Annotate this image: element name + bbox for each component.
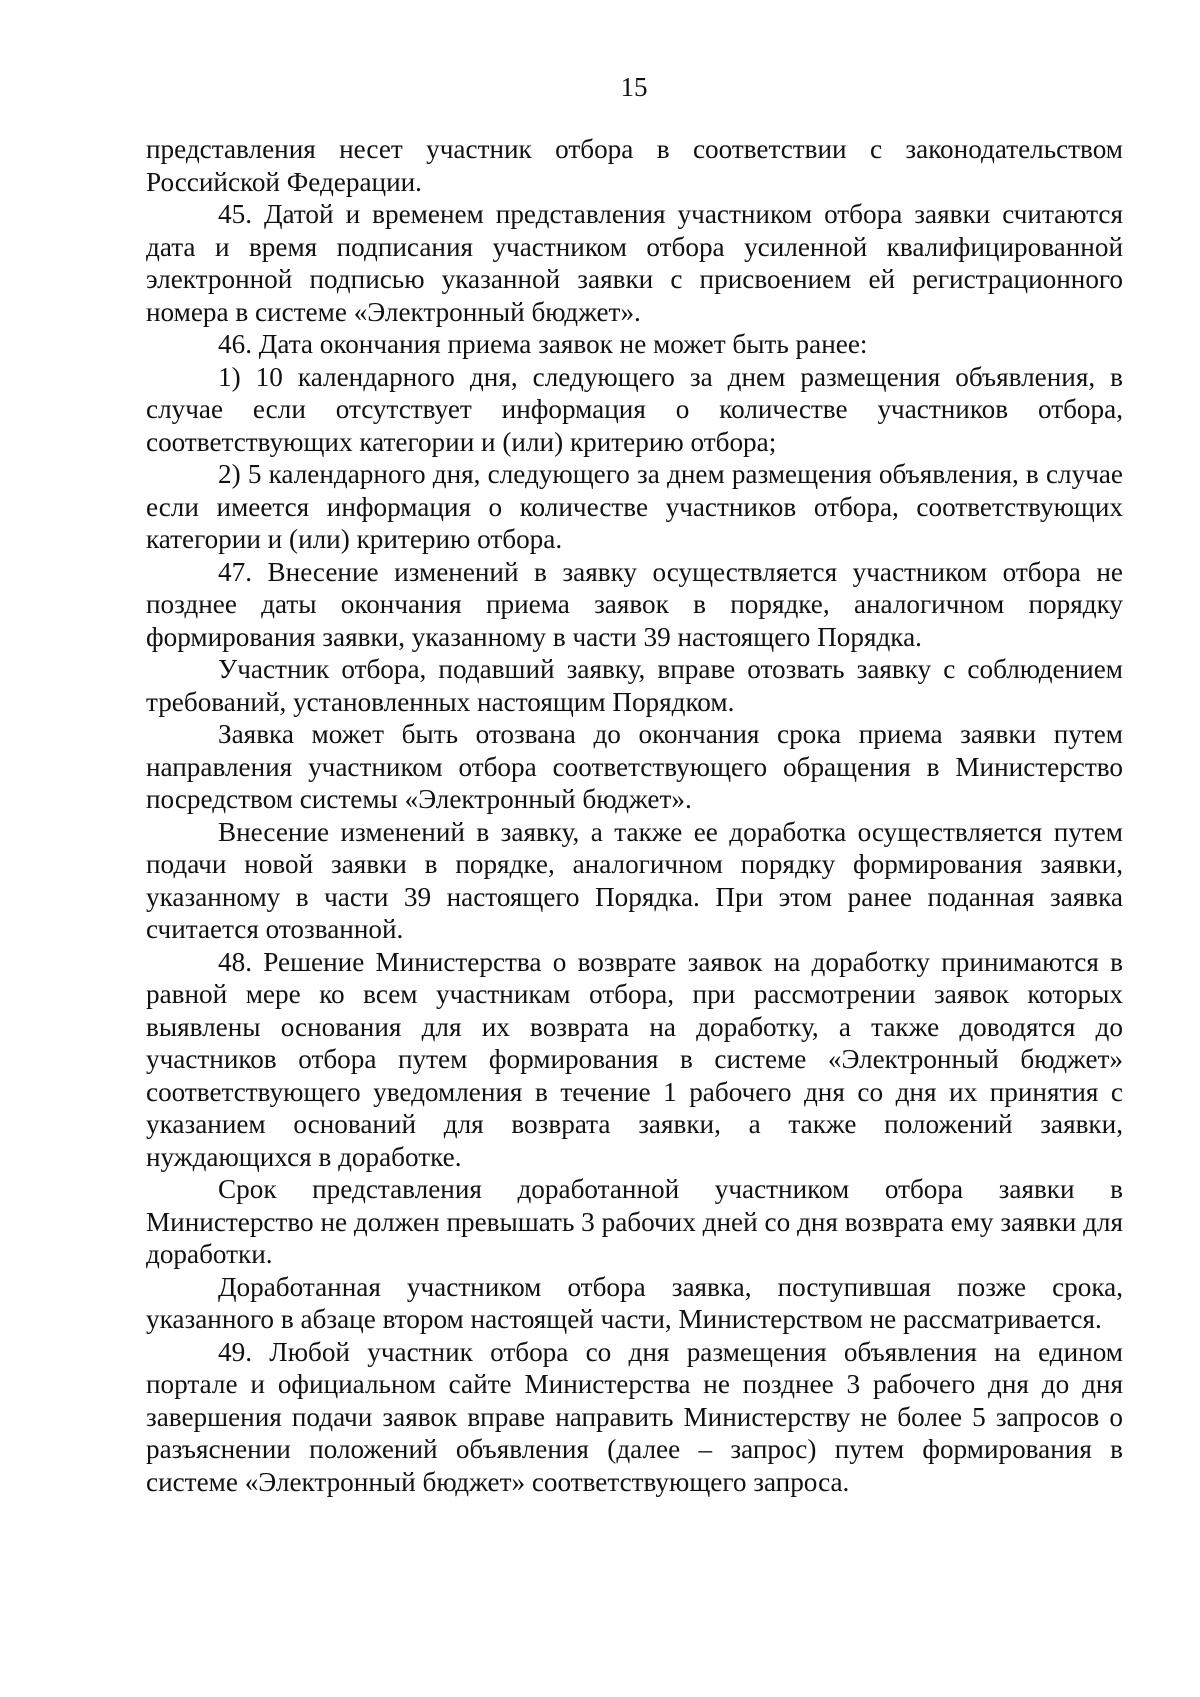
paragraph-48-deadline: Срок представления доработанной участником отбора заявки в Министерство не должен превышать 3 рабочих дней со дня возврата ему заявки для доработки. [146,1174,1123,1269]
paragraph-48-late-submission: Доработанная участником отбора заявка, поступившая позже срока, указанного в абзаце втором настоящей части, Министерством не рассматривается. [146,1271,1123,1334]
paragraph-47-withdraw-right: Участник отбора, подавший заявку, вправе отозвать заявку с соблюдением требований, установленных настоящим Порядком. [146,654,1123,717]
paragraph-47: 47. Внесение изменений в заявку осуществляется участником отбора не позднее даты окончания приема заявок в порядке, аналогичном порядку формирования заявки, указанному в части 39 настоящего Порядка. [146,556,1123,652]
paragraph-47-withdraw-procedure: Заявка может быть отозвана до окончания срока приема заявки путем направления участником отбора соответствующего обращения в Министерство посредством системы «Электронный бюджет». [146,719,1123,814]
paragraph-46: 46. Дата окончания приема заявок не может быть ранее: [218,329,868,359]
paragraph-46-item-2: 2) 5 календарного дня, следующего за днем размещения объявления, в случае если имеется информация о количестве участников отбора, соответствующих категории и (или) критерию отбора. [146,459,1123,554]
paragraph-46-item-1: 1) 10 календарного дня, следующего за днем размещения объявления, в случае если отсутствует информация о количестве участников отбора, соответствующих категории и (или) критерию отбора; [146,361,1123,457]
paragraph-continuation: представления несет участник отбора в соответствии с законодательством Российской Федерации. [146,134,1123,197]
paragraph-47-amendment: Внесение изменений в заявку, а также ее доработка осуществляется путем подачи новой заявки в порядке, аналогичном порядку формирования заявки, указанному в части 39 настоящего Порядка. При этом ранее поданная заявка считается отозванной. [146,816,1123,944]
paragraph-45: 45. Датой и временем представления участником отбора заявки считаются дата и время подписания участником отбора усиленной квалифицированной электронной подписью указанной заявки с присвоением ей регистрационного номера в системе «Электронный бюджет». [146,199,1123,327]
paragraph-48: 48. Решение Министерства о возврате заявок на доработку принимаются в равной мере ко всем участникам отбора, при рассмотрении заявок которых выявлены основания для их возврата на доработку, а также доводятся до участников отбора путем формирования в системе «Электронный бюджет» соответствующего уведомления в течение 1 рабочего дня со дня их принятия с указанием оснований для возврата заявки, а также положений заявки, нуждающихся в доработке. [146,946,1123,1172]
document-body [146,133,1123,1498]
paragraph-49: 49. Любой участник отбора со дня размещения объявления на едином портале и официальном сайте Министерства не позднее 3 рабочего дня до дня завершения подачи заявок вправе направить Министерству не более 5 запросов о разъяснении положений объявления (далее – запрос) путем формирования в системе «Электронный бюджет» соответствующего запроса. [146,1336,1123,1497]
page-number: 15 [620,72,648,102]
